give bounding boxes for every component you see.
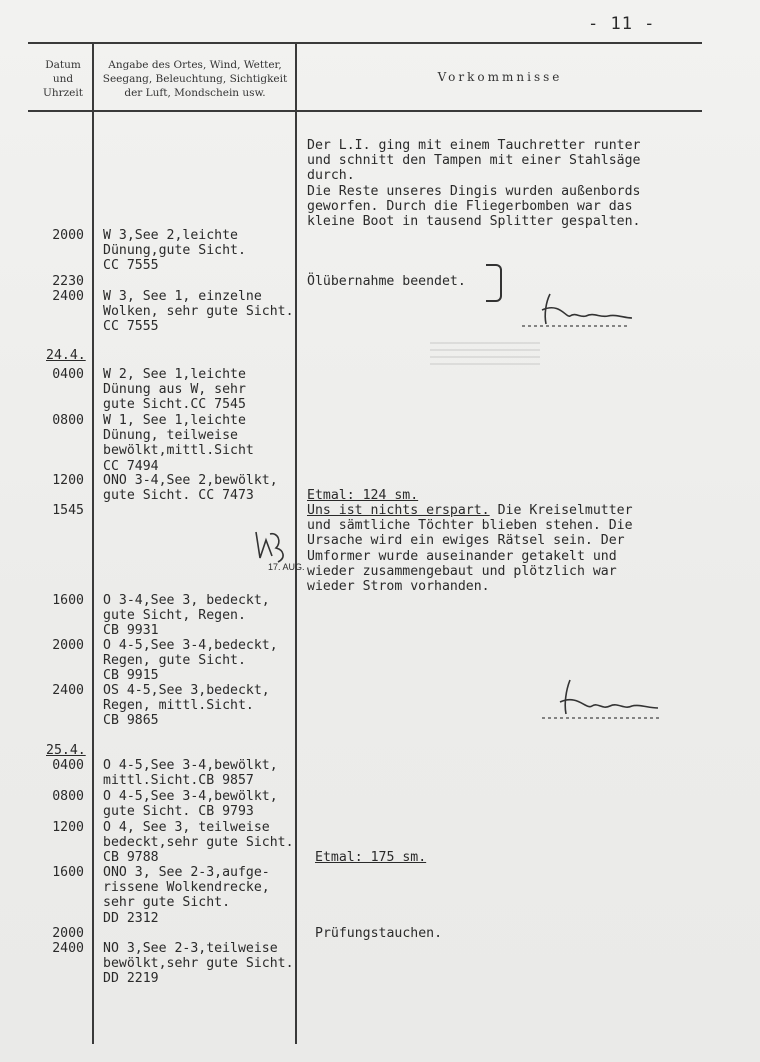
weather-entry: O 3-4,See 3, bedeckt, gute Sicht, Regen. CB 9931 [103, 593, 270, 639]
weather-entry: O 4-5,See 3-4,bedeckt, Regen, gute Sicht. CB 9915 [103, 638, 278, 684]
time-entry: 0400 [52, 367, 84, 382]
weather-entry: W 1, See 1,leichte Dünung, teilweise bewölkt,mittl.Sicht CC 7494 [103, 413, 254, 474]
weather-entry: O 4-5,See 3-4,bewölkt, mittl.Sicht.CB 9857 [103, 758, 278, 789]
time-entry: 1545 [52, 503, 84, 518]
time-entry: 2000 [52, 926, 84, 941]
time-entry: 2000 [52, 228, 84, 243]
event-entry: Der L.I. ging mit einem Tauchretter runter und schnitt den Tampen mit einer Stahlsäge durch. Die Reste unseres Dingis wurden außenbords geworfen. Durch die Fliegerbomben war das kleine Boot in tausend Splitter gespalten. [307, 138, 641, 230]
page-number: - 11 - [588, 14, 656, 34]
margin-bracket [486, 264, 502, 302]
event-entry: Etmal: 175 sm. [315, 850, 427, 865]
time-entry: 0800 [52, 413, 84, 428]
time-entry: 2400 [52, 683, 84, 698]
signature [520, 288, 640, 332]
time-entry: 1200 [52, 473, 84, 488]
weather-entry: OS 4-5,See 3,bedeckt, Regen, mittl.Sicht. CB 9865 [103, 683, 270, 729]
bleed-through-mark [430, 342, 540, 370]
date-label: 25.4. [46, 743, 86, 758]
weather-entry: ONO 3, See 2-3,aufge- rissene Wolkendrecke, sehr gute Sicht. DD 2312 [103, 865, 270, 926]
weather-entry: W 3,See 2,leichte Dünung,gute Sicht. CC 7555 [103, 228, 246, 274]
weather-entry: O 4-5,See 3-4,bewölkt, gute Sicht. CB 9793 [103, 789, 278, 820]
header-events: Vorkommnisse [437, 70, 563, 84]
header-conditions: Angabe des Ortes, Wind, Wetter, Seegang, Beleuchtung, Sichtigkeit der Luft, Mondschein usw. [102, 59, 288, 99]
time-entry: 2000 [52, 638, 84, 653]
top-rule [28, 42, 702, 44]
header-rule [28, 110, 702, 112]
weather-entry: O 4, See 3, teilweise bedeckt,sehr gute Sicht. CB 9788 [103, 820, 294, 866]
event-text: Die Kreiselmutter und sämtliche Töchter blieben stehen. Die Ursache wird ein ewiges Rätsel sein. Der Umformer wurde auseinander getakelt und wieder zusammengebaut und plötzlich war wieder Strom vorhanden. [307, 503, 633, 595]
time-entry: 0800 [52, 789, 84, 804]
date-label: 24.4. [46, 348, 86, 363]
event-entry [307, 503, 633, 594]
time-entry: 2400 [52, 941, 84, 956]
initials-stamp [250, 528, 290, 566]
event-entry: Prüfungstauchen. [315, 926, 443, 941]
weather-entry: NO 3,See 2-3,teilweise bewölkt,sehr gute Sicht. DD 2219 [103, 941, 294, 987]
weather-entry: ONO 3-4,See 2,bewölkt, gute Sicht. CC 7473 [103, 473, 278, 504]
stamp-date: 17. AUG. [268, 562, 305, 572]
column-divider-2 [295, 44, 297, 1044]
event-entry: Etmal: 124 sm. [307, 488, 419, 503]
time-entry: 1600 [52, 593, 84, 608]
column-divider-1 [92, 44, 94, 1044]
event-entry: Ölübernahme beendet. [307, 274, 466, 289]
signature [540, 676, 670, 724]
time-entry: 0400 [52, 758, 84, 773]
event-underlined: Uns ist nichts erspart. [307, 503, 490, 518]
weather-entry: W 2, See 1,leichte Dünung aus W, sehr gute Sicht.CC 7545 [103, 367, 246, 413]
header-date-time: Datum und Uhrzeit [43, 59, 83, 99]
time-entry: 2230 [52, 274, 84, 289]
weather-entry: W 3, See 1, einzelne Wolken, sehr gute Sicht. CC 7555 [103, 289, 294, 335]
time-entry: 1600 [52, 865, 84, 880]
time-entry: 1200 [52, 820, 84, 835]
time-entry: 2400 [52, 289, 84, 304]
